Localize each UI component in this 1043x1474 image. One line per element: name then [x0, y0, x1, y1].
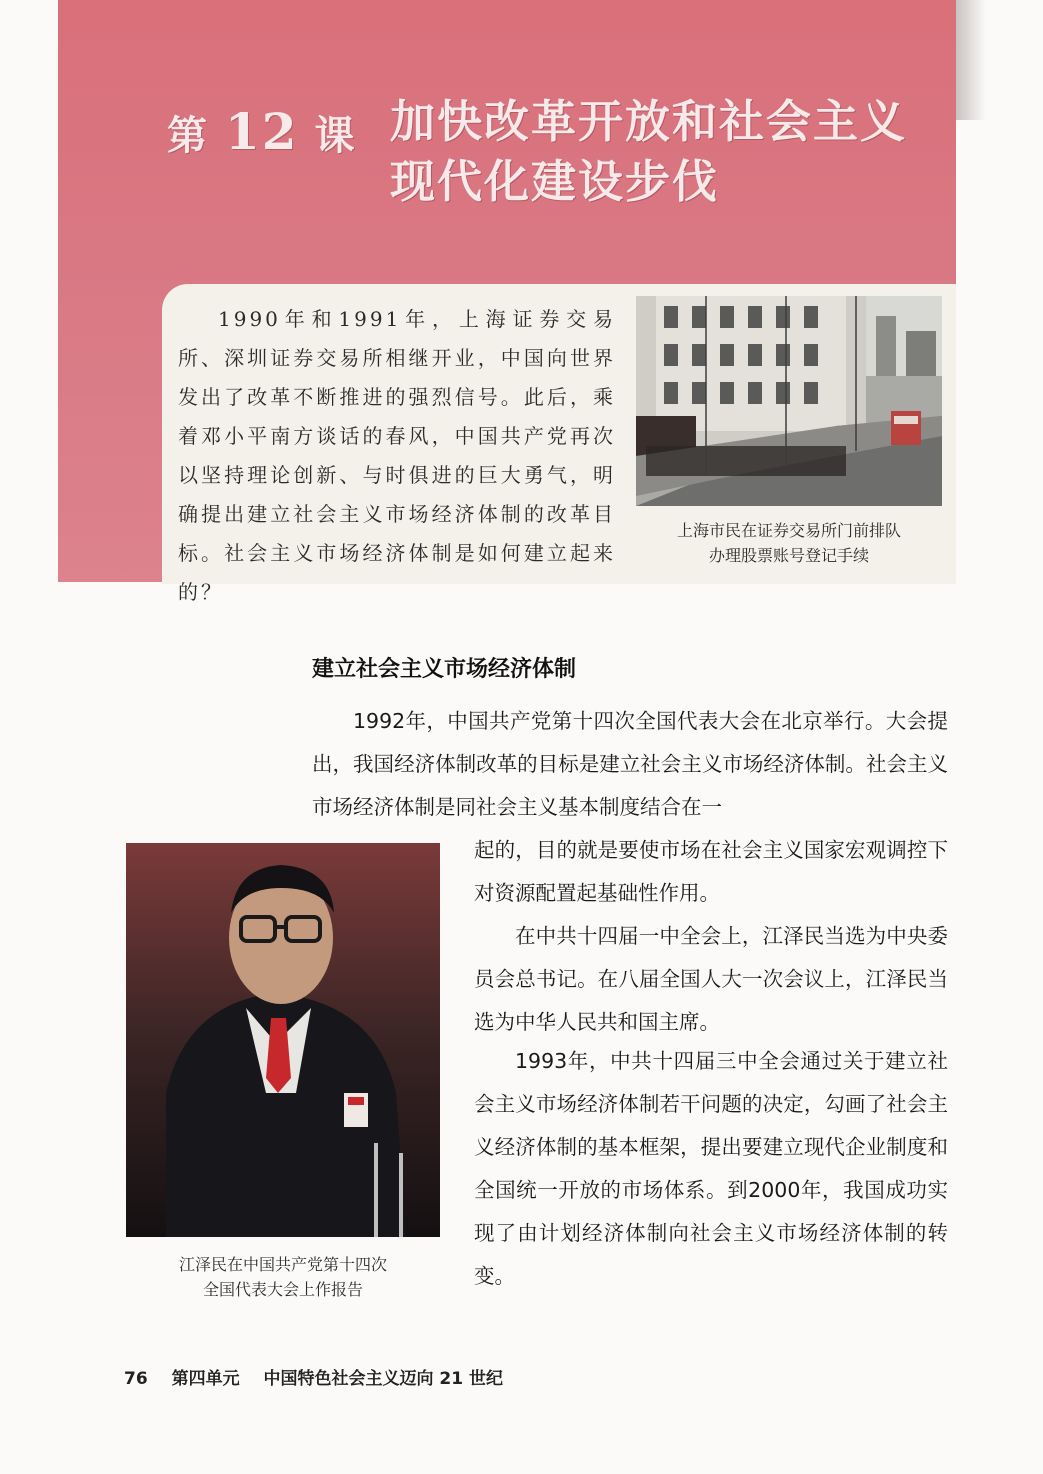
page-edge-shadow — [956, 0, 986, 120]
photo-2-caption-line-2: 全国代表大会上作报告 — [202, 1280, 363, 1299]
lesson-number-suffix: 课 — [314, 112, 357, 159]
photo-2-caption-line-1: 江泽民在中国共产党第十四次 — [178, 1255, 387, 1274]
lesson-number-value: 12 — [224, 102, 299, 161]
lesson-title-line-2: 现代化建设步伐 — [390, 155, 720, 208]
paragraph-2: 在中共十四届一中全会上，江泽民当选为中央委员会总书记。在八届全国人大一次会议上，江泽民当选为中华人民共和国主席。 — [474, 924, 948, 1034]
stock-exchange-queue-photo — [636, 296, 942, 506]
section-heading: 建立社会主义市场经济体制 — [312, 657, 577, 682]
photo-1-caption-line-2: 办理股票账号登记手续 — [708, 546, 869, 565]
lesson-number — [167, 102, 356, 162]
page-number: 76 — [124, 1369, 148, 1389]
intro-text: 1990年和1991年，上海证券交易所、深圳证券交易所相继开业，中国向世界发出了改革不断推进的强烈信号。此后，乘着邓小平南方谈话的春风，中国共产党再次以坚持理论创新、与时俱进的巨大勇气，明确提出建立社会主义市场经济体制的改革目标。社会主义市场经济体制是如何建立起来的？ — [178, 307, 616, 604]
lesson-title — [390, 92, 950, 212]
unit-title: 中国特色社会主义迈向 21 世纪 — [263, 1369, 504, 1389]
paragraph-1-continued: 起的，目的就是要使市场在社会主义国家宏观调控下对资源配置起基础性作用。 — [474, 838, 948, 905]
paragraph-3: 1993年，中共十四届三中全会通过关于建立社会主义市场经济体制若干问题的决定，勾画了社会主义经济体制的基本框架，提出要建立现代企业制度和全国统一开放的市场体系。到2000年，我国成功实现了由计划经济体制向社会主义市场经济体制的转变。 — [474, 1049, 948, 1288]
lesson-number-prefix: 第 — [167, 112, 209, 159]
page-footer — [124, 1364, 521, 1389]
unit-label: 第四单元 — [171, 1369, 240, 1389]
speaker-portrait-photo — [126, 843, 440, 1237]
photo-1-caption — [636, 518, 942, 568]
lesson-title-line-1: 加快改革开放和社会主义 — [390, 95, 908, 148]
paragraph-1: 1992年，中国共产党第十四次全国代表大会在北京举行。大会提出，我国经济体制改革的目标是建立社会主义市场经济体制。社会主义市场经济体制是同社会主义基本制度结合在一 — [312, 709, 948, 819]
photo-1-caption-line-1: 上海市民在证券交易所门前排队 — [676, 521, 901, 540]
photo-2-caption — [126, 1252, 440, 1302]
